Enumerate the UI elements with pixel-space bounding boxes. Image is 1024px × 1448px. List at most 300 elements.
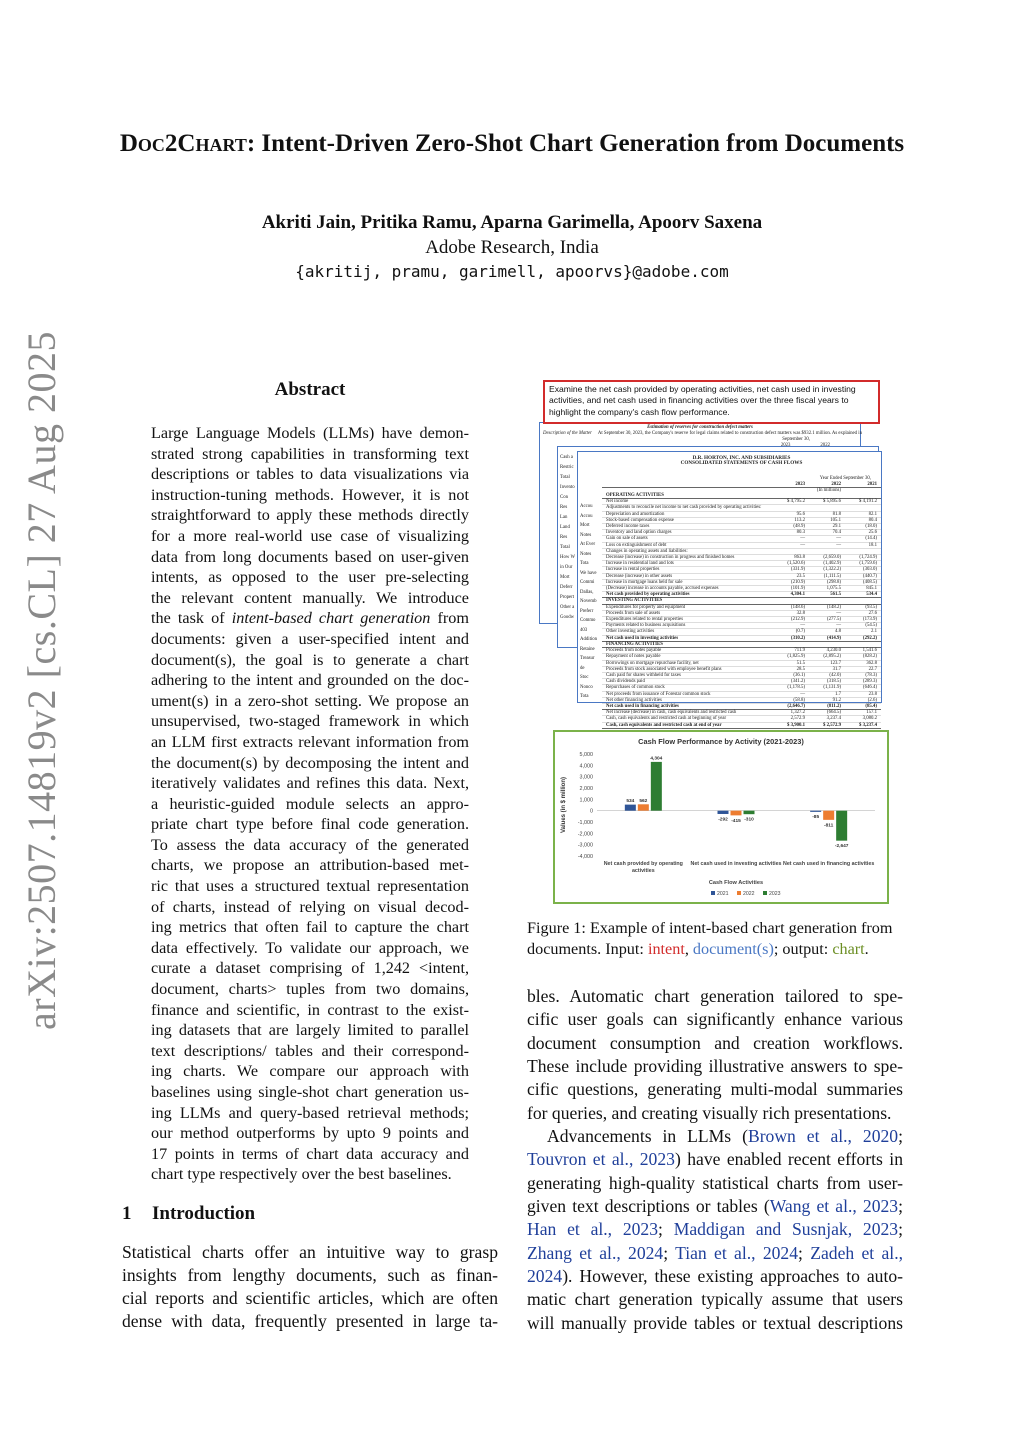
doc2-fragment: Land xyxy=(560,525,570,530)
abstract-heading: Abstract xyxy=(274,379,346,400)
doc3-row-value: $ 2,572.9 xyxy=(823,722,841,728)
doc3-row-value: (289.3) xyxy=(863,679,877,685)
doc3-row-value: 91.2 xyxy=(832,697,841,703)
caption-documents: document(s) xyxy=(692,940,774,958)
affiliation: Adobe Research, India xyxy=(425,237,599,258)
doc3-row-value: (1,322.2) xyxy=(823,567,841,573)
citation-link[interactable]: 2024 xyxy=(527,1266,563,1287)
section-number: 1 xyxy=(122,1203,132,1224)
doc3-row-label: Increase in residential land and lots xyxy=(606,561,674,567)
doc1-header: September 30, xyxy=(782,437,810,443)
doc3-row-label: Other investing activities xyxy=(606,629,655,635)
doc3-fragment: Tota xyxy=(580,694,589,699)
doc2-fragment: Mort xyxy=(560,575,570,580)
abstract-line: the relevant content manually. We introduce xyxy=(151,588,469,607)
doc3-row-value: 25.6 xyxy=(868,530,877,536)
doc3-row-value: (93.5) xyxy=(865,604,877,610)
text-line xyxy=(527,1265,903,1288)
category-label: Net cash used in investing activities xyxy=(690,861,782,867)
doc1-text: At September 30, 2023, the Company's reserve for legal claims related to construction defect matters was $932.1 million. As explained in xyxy=(597,431,862,437)
doc3-row-value xyxy=(841,549,877,554)
doc3-row-value: 845.1 xyxy=(866,586,877,592)
abstract-line: curate a dataset comprising of 1,242 <intent, xyxy=(151,959,469,978)
doc3-fragment: Dallas, xyxy=(580,589,594,595)
doc3-fragment: Accou xyxy=(580,513,593,519)
text-line xyxy=(527,1195,903,1218)
doc3-row-value: 2.1 xyxy=(871,629,877,635)
cash-flow-chart xyxy=(555,732,887,902)
doc3-row-value: (212.9) xyxy=(791,617,805,623)
doc3-row-label: Cash, cash equivalents and restricted cash at end of year xyxy=(606,722,722,728)
doc3-row-value: 31.7 xyxy=(832,666,841,672)
citation-link[interactable]: Han et al., 2023 xyxy=(527,1219,659,1240)
doc3-row-label: Expenditures related to rental properties xyxy=(606,617,683,623)
doc3-row-value: (173.9) xyxy=(863,617,877,623)
doc3-row-value: 1.7 xyxy=(835,691,841,697)
doc3-row-value xyxy=(805,505,841,510)
doc3-row-label: Increase in mortgage loans held for sale xyxy=(606,579,683,585)
doc3-row-value: — xyxy=(800,623,805,629)
doc3-fragment: Notes xyxy=(580,551,592,557)
citation-link[interactable]: Zhang et al., 2024 xyxy=(527,1242,664,1263)
doc3-row-value xyxy=(769,549,805,554)
abstract-line: strated strong capabilities in transforming text xyxy=(151,444,469,463)
doc3-row-value: (1,131.9) xyxy=(823,685,841,691)
doc2-fragment: Total xyxy=(560,545,570,550)
doc3-fragment: Treasur xyxy=(580,656,595,661)
doc3-row-value: — xyxy=(800,542,805,548)
doc2-fragment: How W xyxy=(560,555,575,560)
section-heading-introduction xyxy=(122,1203,255,1225)
caption-line xyxy=(527,939,907,960)
bar-2021-1 xyxy=(625,805,636,811)
doc3-row-value: (2,646.7) xyxy=(787,703,805,709)
doc3-row-value: 82.1 xyxy=(868,511,877,517)
doc3-row-label: Payments related to business acquisitions xyxy=(606,623,686,629)
doc3-row-value: (811.2) xyxy=(827,703,841,709)
doc3-row-label: Stock-based compensation expense xyxy=(606,517,674,523)
doc3-row-value: (341.2) xyxy=(791,679,805,685)
doc3-row-label: Inventory and land option charges xyxy=(606,530,672,536)
abstract-line: unsupervised, two-staged framework in which xyxy=(151,712,469,731)
legend-label: 2023 xyxy=(769,891,781,897)
doc3-row-value: 32.8 xyxy=(796,610,805,616)
doc3-row-value: (54.5) xyxy=(865,623,877,629)
data-label: 4,304 xyxy=(650,756,663,762)
abstract-line: ing charts. We compare our approach with xyxy=(151,1062,469,1081)
abstract-line: a heuristic-guided module selects an appro- xyxy=(151,794,469,813)
doc3-row-value xyxy=(805,549,841,554)
doc3-row-label: Net income xyxy=(606,499,629,505)
doc2-fragment: in Our xyxy=(560,565,573,570)
text-line xyxy=(527,1148,903,1171)
abstract-line: documents: given a user-specified intent and xyxy=(151,629,469,648)
doc3-row-label: Cash dividends paid xyxy=(606,679,645,685)
doc3-row-value: (210.9) xyxy=(791,579,805,585)
bar-2023-2 xyxy=(744,811,755,815)
doc3-row-value: (277.5) xyxy=(827,617,841,623)
text-line: cific questions, generating multi-modal summaries xyxy=(527,1079,903,1100)
doc3-year: 2023 xyxy=(795,481,805,487)
doc3-row-value: 561.5 xyxy=(830,592,841,598)
doc3-row-value: (408.5) xyxy=(863,579,877,585)
abstract-line: document, charts> tuples from two domains, xyxy=(151,980,469,999)
doc3-row-label: FINANCING ACTIVITIES xyxy=(606,641,663,647)
text-line xyxy=(527,1242,903,1265)
caption-line: Figure 1: Example of intent-based chart generation from xyxy=(527,919,893,937)
doc3-row-label: Changes in operating assets and liabilities: xyxy=(606,548,688,554)
text-line: matic chart generation typically assume that users xyxy=(527,1289,903,1310)
doc3-row-value: (664.5) xyxy=(827,710,841,716)
citation-link[interactable]: Tian et al., 2024 xyxy=(675,1242,799,1263)
doc2-fragment: Res xyxy=(560,505,568,510)
doc3-row-value xyxy=(769,493,805,498)
doc3-row-value: 29.1 xyxy=(832,524,841,530)
arxiv-identifier: arXiv:2507.14819v2 [cs.CL] 27 Aug 2025 xyxy=(19,331,64,1030)
doc3-row-value: (1,825.9) xyxy=(787,654,805,660)
legend-swatch-2022 xyxy=(737,891,741,895)
right-column-body xyxy=(527,985,903,1335)
text: ; xyxy=(798,1242,811,1263)
abstract-line: document(s), the goal is to generate a chart xyxy=(151,650,469,669)
doc3-row-value: (36.1) xyxy=(793,672,805,678)
abstract-body xyxy=(151,423,469,1185)
doc3-row-value: 28.5 xyxy=(796,666,805,672)
caption-text: ; output: xyxy=(773,940,833,958)
doc3-row-label: Increase in rental properties xyxy=(606,567,660,573)
doc3-row-label: Net cash provided by operating activities xyxy=(606,592,690,598)
doc3-row-value: 534.4 xyxy=(866,592,877,598)
text: ; xyxy=(663,1242,676,1263)
doc2-fragment: Propert xyxy=(560,595,575,600)
doc3-row-value: 123.7 xyxy=(830,660,841,666)
category-label: Net cash provided by operating xyxy=(603,861,683,867)
doc3-row-value: 4,304.1 xyxy=(790,592,805,598)
doc3-row-value: 22.7 xyxy=(868,666,877,672)
doc3-row-value xyxy=(841,598,877,603)
doc3-row-label: Net cash used in financing activities xyxy=(606,703,679,709)
data-label: 562 xyxy=(639,798,648,804)
doc3-row-value: $ 4,191.2 xyxy=(859,499,877,505)
doc3-row-value: 3,080.2 xyxy=(862,716,877,722)
doc3-row-value: 23.8 xyxy=(868,691,877,697)
citation-link[interactable]: Wang et al., 2023 xyxy=(769,1196,899,1217)
abstract-line: an LLM first extracts relevant information from xyxy=(151,732,469,751)
text: the task of xyxy=(151,609,232,628)
doc3-row-value: $ 3,237.4 xyxy=(859,722,877,728)
doc3-row-value: 1,541.6 xyxy=(862,648,877,654)
text-line: document consumption and creation workflows. xyxy=(527,1032,903,1053)
doc3-row-label: Expenditures for property and equipment xyxy=(606,604,686,610)
text-line: generating high-quality statistical charts from user- xyxy=(527,1172,903,1193)
chart-frame xyxy=(553,730,889,904)
text-line: cific user goals can significantly enhance various xyxy=(527,1009,903,1030)
doc2-fragment: Restric xyxy=(560,465,574,470)
doc3-row-label: Proceeds from stock associated with employee benefit plans xyxy=(606,666,722,672)
doc3-row-value: — xyxy=(800,536,805,542)
doc3-row-label: Net increase (decrease) in cash, cash equivalents and restricted cash xyxy=(606,710,737,716)
text-line xyxy=(527,1125,903,1148)
doc3-row-value: — xyxy=(800,691,805,697)
abstract-line: ric that uses a structured textual representation xyxy=(151,877,469,896)
y-axis-label: Values (in $ million) xyxy=(561,776,567,834)
doc3-row-value: 95.6 xyxy=(796,511,805,517)
doc3-row-value: (14.4) xyxy=(865,536,877,542)
doc2-fragment: Deferr xyxy=(560,585,573,590)
doc3-company: D.R. HORTON, INC. AND SUBSIDIARIES xyxy=(692,455,791,461)
bar-2023-3 xyxy=(836,811,847,841)
author-emails: {akritij, pramu, garimell, apoorvs}@adobe.com xyxy=(295,262,729,281)
text: ; xyxy=(898,1219,903,1240)
doc3-row-label: Adjustments to reconcile net income to net cash provided by operating activities: xyxy=(606,505,762,511)
caption-text: . xyxy=(864,940,869,958)
text: ; xyxy=(898,1196,903,1217)
citation-link[interactable]: Touvron et al., 2023 xyxy=(527,1149,675,1170)
doc3-row-value: (646.4) xyxy=(863,685,877,691)
x-axis-label: Cash Flow Activities xyxy=(708,880,764,886)
doc2-fragment: Goodw xyxy=(560,615,575,620)
document-page-3-cash-flows xyxy=(577,451,882,728)
doc3-fragment: de xyxy=(580,665,585,671)
data-label: -292 xyxy=(718,817,728,823)
doc3-year: 2021 xyxy=(867,481,877,487)
doc2-fragment: Other a xyxy=(560,605,575,610)
data-label: 534 xyxy=(626,799,635,805)
y-tick-label: 5,000 xyxy=(579,752,593,758)
doc3-row-label: Cash, cash equivalents and restricted cash at beginning of year xyxy=(606,716,727,722)
doc3-fragment: Stoc xyxy=(580,675,589,680)
caption-chart: chart xyxy=(832,940,865,958)
doc3-row-value: 27.6 xyxy=(868,610,877,616)
chart-title: Cash Flow Performance by Activity (2021-2023) xyxy=(638,737,804,746)
abstract-line: instruction-tuning methods. However, it is not xyxy=(151,485,469,504)
title-rest: : Intent-Driven Zero-Shot Chart Generation from Documents xyxy=(246,130,905,157)
abstract-line: charts, we propose an attribution-based met- xyxy=(151,856,469,875)
doc3-row-value: 1,327.2 xyxy=(790,710,805,716)
intro-line: insights from lengthy documents, such as finan- xyxy=(122,1265,498,1285)
doc3-row-value xyxy=(769,598,805,603)
doc3-row-label: Repurchases of common stock xyxy=(606,685,665,691)
emphasis-text: intent-based chart generation xyxy=(231,609,431,628)
y-tick-label: -1,000 xyxy=(577,820,593,826)
abstract-line: ument(s) in a zero-shot setting. We propose an xyxy=(151,691,469,710)
doc2-fragment: Con xyxy=(560,495,568,500)
doc3-row-value: — xyxy=(836,623,841,629)
doc3-row-value: $ 3,900.1 xyxy=(787,722,805,728)
y-tick-label: 1,000 xyxy=(579,797,593,804)
doc3-row-label: Depreciation and amortization xyxy=(606,511,665,517)
text-line: will manually provide tables or textual descriptions xyxy=(527,1312,903,1333)
doc3-row-value xyxy=(769,505,805,510)
doc3-row-value: (2,895.2) xyxy=(823,654,841,660)
doc3-row-value: (101.9) xyxy=(791,586,805,592)
abstract-line: baselines using single-shot chart generation us- xyxy=(151,1083,469,1101)
abstract-line: data effectively. To validate our approach, we xyxy=(151,938,469,957)
abstract-line: our method outperforms by upto 9 points and xyxy=(151,1124,469,1143)
doc3-row-label: Deferred income taxes xyxy=(606,524,650,530)
doc3-row-value: (414.9) xyxy=(827,635,841,641)
doc2-fragment: Lan xyxy=(560,515,568,520)
doc3-row-value: (292.2) xyxy=(863,635,877,641)
doc3-row-value xyxy=(841,493,877,498)
doc3-row-label: Cash paid for shares withheld for taxes xyxy=(606,672,681,678)
doc3-row-value: 51.5 xyxy=(796,660,805,666)
doc3-row-label: Decrease (increase) in other assets xyxy=(606,573,673,579)
doc3-row-value: — xyxy=(836,542,841,548)
y-tick-label: 3,000 xyxy=(579,774,593,781)
doc3-row-value: (1,520.6) xyxy=(787,561,805,567)
doc3-row-value: 105.1 xyxy=(830,517,841,523)
doc3-row-label: Net other financing activities xyxy=(606,697,662,703)
abstract-line: adhering to the intent and grounded on the doc- xyxy=(151,671,469,690)
bar-2021-2 xyxy=(718,811,729,814)
doc3-fragment: Accou xyxy=(580,504,593,509)
doc3-table-row xyxy=(602,723,881,729)
doc3-row-value: 80.3 xyxy=(796,530,805,536)
doc3-row-value: (148.6) xyxy=(791,604,805,610)
doc2-fragment: Total xyxy=(560,475,570,480)
doc3-row-value: 4.8 xyxy=(835,629,841,635)
doc3-row-value: 4,230.0 xyxy=(826,648,841,654)
citation-link[interactable]: Brown et al., 2020 xyxy=(747,1126,899,1147)
bar-2022-2 xyxy=(731,811,742,816)
abstract-line: the document(s) by decomposing the intent and xyxy=(151,753,469,772)
doc3-row-value: 113.2 xyxy=(794,517,805,523)
doc3-row-label: Loss on extinguishment of debt xyxy=(606,542,667,548)
abstract-line: intents, as opposed to the user pre-selecting xyxy=(151,568,469,587)
doc3-row-label: Decrease (increase) in construction in progress and finished homes xyxy=(606,555,735,561)
doc3-row-value: (440.7) xyxy=(863,573,877,579)
y-tick-label: 0 xyxy=(590,808,593,815)
doc3-row-value: $ 5,895.6 xyxy=(823,499,841,505)
bar-2022-3 xyxy=(823,811,834,820)
abstract-line: descriptions or tables to data visualizations via xyxy=(151,465,469,484)
doc1-title: Estimation of reserves for construction defect matters xyxy=(647,425,753,430)
title-name-2c: 2C xyxy=(164,130,196,157)
doc3-row-label: OPERATING ACTIVITIES xyxy=(606,493,664,499)
doc3-row-value: (331.9) xyxy=(791,567,805,573)
abstract-line: ing datasets that are largely limited to parallel xyxy=(151,1021,469,1040)
doc3-row-value: 1,075.5 xyxy=(826,586,841,592)
paper-title xyxy=(0,130,1024,158)
legend-swatch-2021 xyxy=(711,891,715,895)
doc3-row-value: 3,237.4 xyxy=(826,716,841,722)
doc3-row-value: (48.9) xyxy=(793,524,805,530)
doc3-row-label: Borrowings on mortgage repurchase facility, net xyxy=(606,660,699,666)
doc3-row-label: Repayment of notes payable xyxy=(606,654,661,660)
doc3-row-value: (85.4) xyxy=(865,703,877,709)
doc3-row-value xyxy=(805,493,841,498)
doc3-fragment: Nonco xyxy=(580,684,593,690)
doc3-row-value xyxy=(805,598,841,603)
doc3-row-label: (Decrease) increase in accounts payable, accrued expenses xyxy=(606,586,719,592)
doc3-row-value: 362.8 xyxy=(866,660,877,666)
legend-label: 2022 xyxy=(743,891,755,897)
doc3-row-value: (2.6) xyxy=(867,697,877,703)
abstract-line: ing LLMs and query-based retrieval methods; xyxy=(151,1103,469,1122)
intro-line: cial reports and scientific articles, which are often xyxy=(122,1288,498,1308)
doc3-row-label: Gain on sale of assets xyxy=(606,536,648,542)
doc3-row-value: $ 4,795.2 xyxy=(787,499,805,505)
abstract-line: straightforward to apply these methods directly xyxy=(151,506,469,525)
doc3-fragment: Addition xyxy=(580,637,598,642)
data-label: -310 xyxy=(744,817,754,823)
title-name-hart: hart xyxy=(195,130,247,157)
doc3-fragment: At Ever xyxy=(580,542,596,547)
doc3-row-value: 2,572.9 xyxy=(790,716,805,722)
doc3-row-label: INVESTING ACTIVITIES xyxy=(606,598,663,604)
data-label: -415 xyxy=(731,818,741,824)
doc3-row-value: — xyxy=(836,610,841,616)
text: ) have enabled recent efforts in xyxy=(674,1149,903,1170)
doc3-row-value: 157.1 xyxy=(866,710,877,716)
doc3-row-value: 863.8 xyxy=(794,555,805,561)
abstract-line: finance and scientific, in contrast to the exist- xyxy=(151,1000,469,1019)
doc3-row-value: (1,178.5) xyxy=(787,685,805,691)
doc3-fragment: Preferr xyxy=(580,608,594,614)
citation-link[interactable]: Zadeh et al., xyxy=(810,1242,903,1263)
doc3-row-label: Proceeds from notes payable xyxy=(606,648,662,654)
doc3-row-value xyxy=(841,642,877,647)
doc3-row-value: (148.2) xyxy=(827,604,841,610)
doc3-row-value: (78.3) xyxy=(865,672,877,678)
doc3-row-value: (828.2) xyxy=(863,654,877,660)
doc3-period: Year Ended September 30, xyxy=(819,476,871,482)
doc3-row-label: Net proceeds from issuance of Forestar common stock xyxy=(606,691,711,697)
citation-link[interactable]: Maddigan and Susnjak, 2023 xyxy=(673,1219,899,1240)
intent-box: Examine the net cash provided by operating activities, net cash used in investing activities, and net cash used in financing activities over the three fiscal years to highlight the company's cash flow performance. xyxy=(543,380,880,424)
doc3-row-value: (0.7) xyxy=(795,629,805,635)
doc1-subheading: Description of the Matter xyxy=(543,431,592,437)
doc3-fragment: 403 xyxy=(580,627,588,633)
abstract-line: iteratively validates and refines this data. Next, xyxy=(151,774,469,793)
doc3-row-value: (303.0) xyxy=(863,567,877,573)
doc3-year: 2022 xyxy=(831,481,841,487)
caption-intent: intent xyxy=(647,940,685,958)
doc3-fragment: Tota xyxy=(580,561,589,566)
abstract-line xyxy=(151,608,469,629)
doc3-row-label: Net cash used in investing activities xyxy=(606,635,679,641)
doc3-statement-title: CONSOLIDATED STATEMENTS OF CASH FLOWS xyxy=(680,460,803,467)
category-label: activities xyxy=(631,868,655,874)
abstract-line: ing metrics that often fail to capture the chart xyxy=(151,918,469,937)
intro-line: Statistical charts offer an intuitive way to grasp xyxy=(122,1242,498,1262)
text: from xyxy=(430,609,469,628)
doc3-row-value: (1,111.5) xyxy=(823,573,841,579)
category-label: Net cash used in financing activities xyxy=(783,861,875,867)
y-tick-label: 2,000 xyxy=(579,786,593,792)
text: ). However, these existing approaches to auto- xyxy=(562,1266,903,1287)
doc3-row-value: 18.1 xyxy=(868,542,877,548)
doc3-row-value xyxy=(769,642,805,647)
text-line: for queries, and creating visually rich presentations. xyxy=(527,1102,892,1123)
doc3-row-label: Proceeds from sale of assets xyxy=(606,610,661,616)
abstract-line: To assess the data accuracy of the generated xyxy=(151,835,469,854)
doc3-fragment: We have xyxy=(580,570,597,576)
doc3-fragment: Novemb xyxy=(580,599,597,604)
y-tick-label: -3,000 xyxy=(577,842,593,849)
abstract-line: Large Language Models (LLMs) have demon- xyxy=(151,424,469,442)
text: Advancements in LLMs ( xyxy=(547,1126,748,1147)
bar-2022-1 xyxy=(638,804,649,810)
intro-line: dense with data, frequently presented in large ta- xyxy=(122,1311,498,1331)
doc2-fragment: Cash a xyxy=(560,455,573,460)
doc3-row-value: (1,759.6) xyxy=(859,561,877,567)
doc2-fragment: Invento xyxy=(560,485,575,490)
abstract-line: priate chart type before final code generation. xyxy=(151,815,469,834)
abstract-line: text descriptions/ tables and their correspond- xyxy=(151,1041,469,1060)
author-list: Akriti Jain, Pritika Ramu, Aparna Garimella, Apoorv Saxena xyxy=(261,212,763,233)
